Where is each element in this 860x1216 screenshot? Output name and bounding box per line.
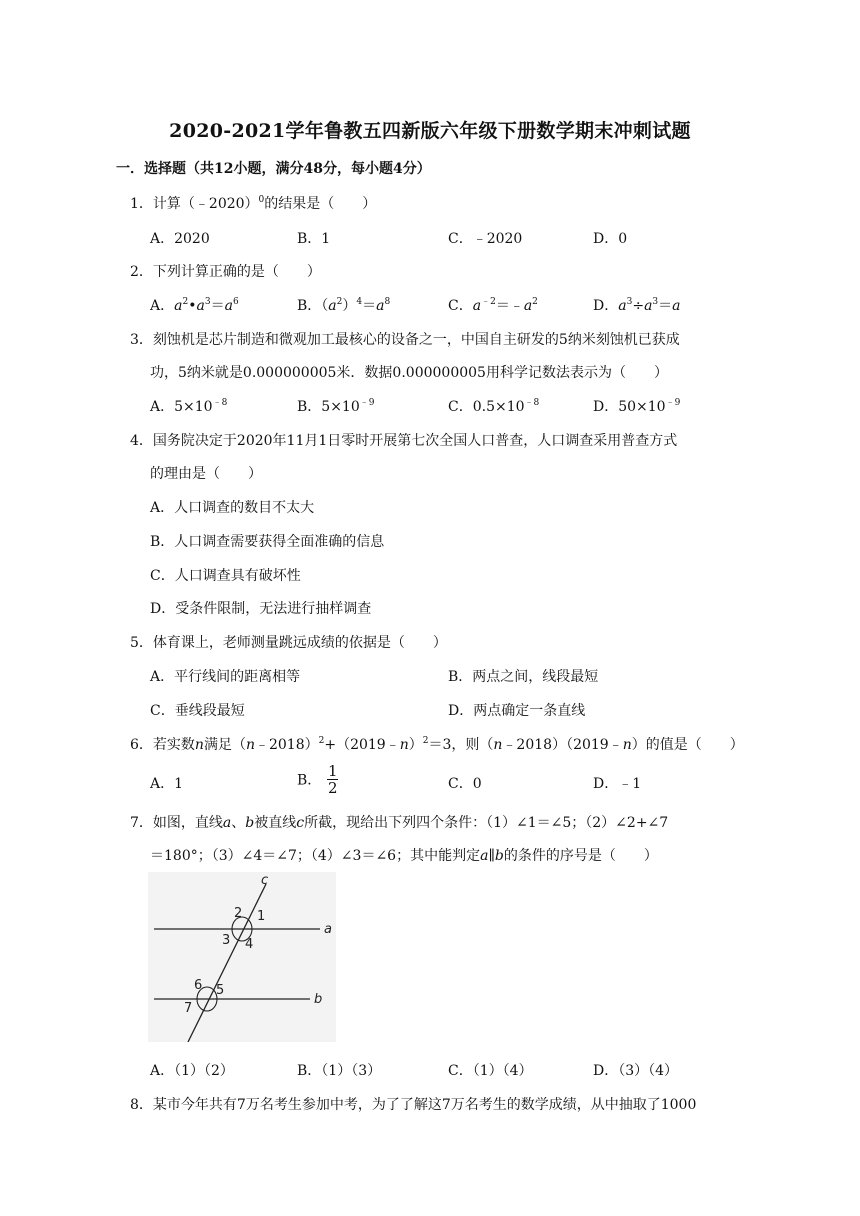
angle-label-6: 6 (194, 978, 203, 993)
q7-option-b: B．（1）（3） (297, 1063, 382, 1079)
q1-option-a: A．2020 (150, 231, 210, 247)
parallel-lines-figure (148, 872, 336, 1042)
angle-label-5: 5 (216, 983, 225, 998)
q6-option-c: C．0 (448, 776, 482, 792)
q1-option-b: B．1 (297, 231, 331, 247)
q3-option-d: D．$50\times 10^{﹣9}$ (593, 398, 681, 415)
question-1-stem: 1．计算（﹣2020）$^0$的结果是（ ） (130, 195, 377, 212)
fraction-one-half: $\frac{1}{2}$ (328, 762, 338, 797)
q4-option-b: B．人口调查需要获得全面准确的信息 (150, 534, 385, 550)
question-7-line-2: ＝180°；（3）∠4＝∠7；（4）∠3＝∠6；其中能判定a∥b的条件的序号是（ ） (150, 848, 658, 864)
q5-option-d: D．两点确定一条直线 (448, 703, 586, 719)
label-b: b (314, 992, 323, 1007)
q3-option-a: A．$5\times 10^{﹣8}$ (150, 398, 228, 415)
q2-option-c: C．$a^{﹣2}=﹣a^2$ (448, 297, 538, 314)
angle-label-1: 1 (257, 909, 266, 924)
question-2-stem: 2．下列计算正确的是（ ） (130, 264, 321, 280)
page-title: 2020-2021学年鲁教五四新版六年级下册数学期末冲刺试题 (169, 120, 691, 142)
question-8-line-1: 8．某市今年共有7万名考生参加中考，为了了解这7万名考生的数学成绩，从中抽取了1000 (130, 1097, 697, 1113)
q5-option-a: A．平行线间的距离相等 (150, 669, 301, 685)
q7-option-d: D．（3）（4） (593, 1063, 679, 1079)
question-5-stem: 5．体育课上，老师测量跳远成绩的依据是（ ） (130, 635, 447, 651)
section-heading: 一．选择题（共12小题，满分48分，每小题4分） (116, 161, 431, 177)
angle-label-7: 7 (184, 1001, 193, 1016)
q4-option-d: D．受条件限制，无法进行抽样调查 (150, 601, 372, 617)
question-3-line-2: 功，5纳米就是0.000000005米．数据0.000000005用科学记数法表示为（ ） (150, 365, 668, 381)
q6-option-d: D．﹣1 (593, 776, 642, 792)
q3-option-c: C．$0.5\times 10^{﹣8}$ (448, 398, 540, 415)
q1-option-c: C．﹣2020 (448, 231, 523, 247)
q4-option-c: C．人口调查具有破坏性 (150, 568, 301, 584)
angle-label-3: 3 (222, 933, 231, 948)
line-c (188, 884, 266, 1042)
angle-label-2: 2 (234, 906, 243, 921)
q5-option-b: B．两点之间，线段最短 (448, 669, 599, 685)
q2-option-a: A．$a^2•a^3=a^6$ (150, 297, 239, 314)
q7-option-a: A．（1）（2） (150, 1063, 234, 1079)
q2-option-b: B．$(a^2)^4=a^8$ (297, 297, 391, 314)
angle-label-4: 4 (245, 937, 254, 952)
label-c: c (261, 873, 269, 888)
q2-option-d: D．$a^3\div a^3=a$ (593, 297, 681, 314)
q1-option-d: D．0 (593, 231, 628, 247)
question-4-line-1: 4．国务院决定于2020年11月1日零时开展第七次全国人口普查，人口调查采用普查方式 (130, 433, 678, 449)
q6-option-a: A．1 (150, 776, 184, 792)
q3-option-b: B．$5\times 10^{﹣9}$ (297, 398, 375, 415)
question-7-line-1: 7．如图，直线a、b被直线c所截，现给出下列四个条件：（1）∠1＝∠5；（2）∠2+∠7 (130, 815, 669, 831)
question-6-stem: 6．若实数n满足（n﹣2018）$^2$+（2019﹣n）$^2$＝3，则（n﹣2018）（2019﹣n）的值是（ ） (130, 736, 744, 753)
label-a: a (324, 922, 332, 937)
q4-option-a: A．人口调查的数目不太大 (150, 500, 315, 516)
q5-option-c: C．垂线段最短 (150, 703, 245, 719)
q6-option-b: B． $\frac{1}{2}$ (297, 762, 338, 797)
question-3-line-1: 3．刻蚀机是芯片制造和微观加工最核心的设备之一，中国自主研发的5纳米刻蚀机已获成 (130, 332, 680, 348)
question-4-line-2: 的理由是（ ） (150, 466, 262, 482)
q7-option-c: C．（1）（4） (448, 1063, 533, 1079)
